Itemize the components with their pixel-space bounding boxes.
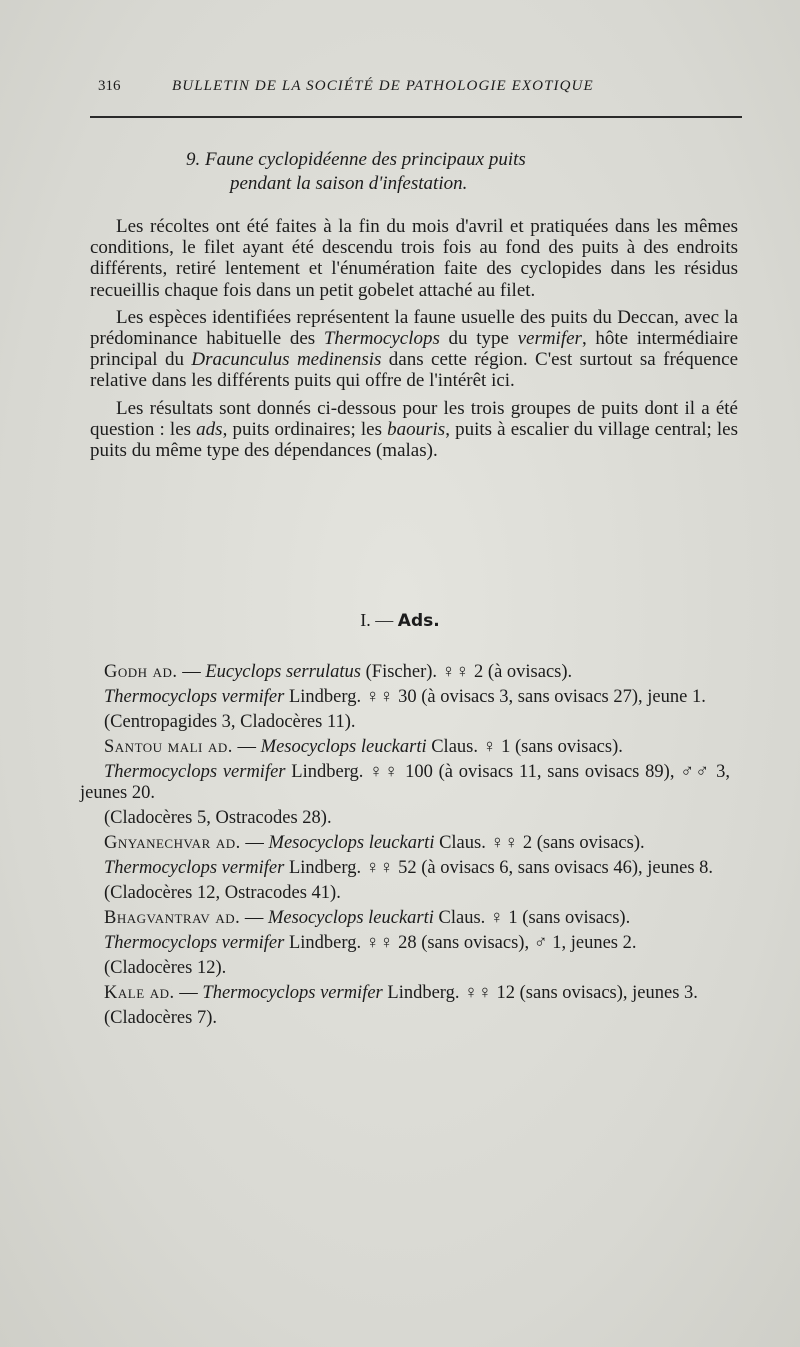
- entry-kale: Kale ad. — Thermocyclops vermifer Lindberg. ♀♀ 12 (sans ovisacs), jeunes 3.: [104, 982, 698, 1003]
- section-title-line-1: 9. Faune cyclopidéenne des principaux puits: [186, 149, 526, 170]
- subheading-label: Ads.: [397, 611, 440, 631]
- header-rule: [90, 116, 742, 118]
- section-title: [180, 148, 680, 196]
- subheading-number: I. —: [360, 610, 394, 630]
- page-number: 316: [98, 78, 121, 94]
- entry-godh: Godh ad. — Eucyclops serrulatus (Fischer). ♀♀ 2 (à ovisacs).: [104, 662, 573, 682]
- paragraph-1: Les récoltes ont été faites à la fin du mois d'avril et pratiquées dans les mêmes conditions, le filet ayant été descendu trois fois au fond des puits à des endroits différents, retiré lentement et l'énumération faite des cyclopides dans les résidus recueillis chaque fois dans un petit gobelet attaché au filet.: [90, 216, 738, 301]
- entry-gnyanechvar-thermocyclops: Thermocyclops vermifer Lindberg. ♀♀ 52 (à ovisacs 6, sans ovisacs 46), jeunes 8.: [104, 857, 714, 878]
- entry-godh-others: (Centropagides 3, Cladocères 11).: [104, 712, 356, 732]
- entry-bhagvantrav-thermocyclops: Thermocyclops vermifer Lindberg. ♀♀ 28 (sans ovisacs), ♂ 1, jeunes 2.: [104, 932, 637, 953]
- subheading-ads: [0, 610, 800, 631]
- entry-kale-others: (Cladocères 7).: [104, 1007, 218, 1028]
- running-header: [90, 76, 738, 102]
- entry-bhagvantrav: Bhagvantrav ad. — Mesocyclops leuckarti Claus. ♀ 1 (sans ovisacs).: [104, 907, 631, 928]
- entry-santou: Santou mali ad. — Mesocyclops leuckarti Claus. ♀ 1 (sans ovisacs).: [104, 737, 623, 757]
- well-entries: [80, 662, 730, 1033]
- intro-text: [90, 216, 738, 467]
- section-title-line-2: pendant la saison d'infestation.: [230, 173, 468, 194]
- running-title: BULLETIN DE LA SOCIÉTÉ DE PATHOLOGIE EXOTIQUE: [172, 78, 594, 94]
- entry-godh-thermocyclops: Thermocyclops vermifer Lindberg. ♀♀ 30 (à ovisacs 3, sans ovisacs 27), jeune 1.: [104, 687, 706, 707]
- entry-gnyanechvar-others: (Cladocères 12, Ostracodes 41).: [104, 882, 341, 903]
- entry-santou-others: (Cladocères 5, Ostracodes 28).: [104, 807, 332, 828]
- paragraph-2: Les espèces identifiées représentent la faune usuelle des puits du Deccan, avec la prédominance habituelle des Thermocyclops du type vermifer, hôte intermédiaire principal du Dracunculus medinensis dans cette région. C'est surtout sa fréquence relative dans les différents puits qui offre de l'intérêt ici.: [90, 306, 739, 392]
- entry-santou-thermocyclops: Thermocyclops vermifer Lindberg. ♀♀ 100 (à ovisacs 11, sans ovisacs 89), ♂♂ 3, jeunes 20.: [80, 762, 730, 803]
- entry-gnyanechvar: Gnyanechvar ad. — Mesocyclops leuckarti Claus. ♀♀ 2 (sans ovisacs).: [104, 832, 645, 853]
- paragraph-3: Les résultats sont donnés ci-dessous pour les trois groupes de puits dont il a été question : les ads, puits ordinaires; les baouris, puits à escalier du village central; les puits du même type des dépendances (malas).: [90, 397, 738, 462]
- entry-bhagvantrav-others: (Cladocères 12).: [104, 957, 227, 978]
